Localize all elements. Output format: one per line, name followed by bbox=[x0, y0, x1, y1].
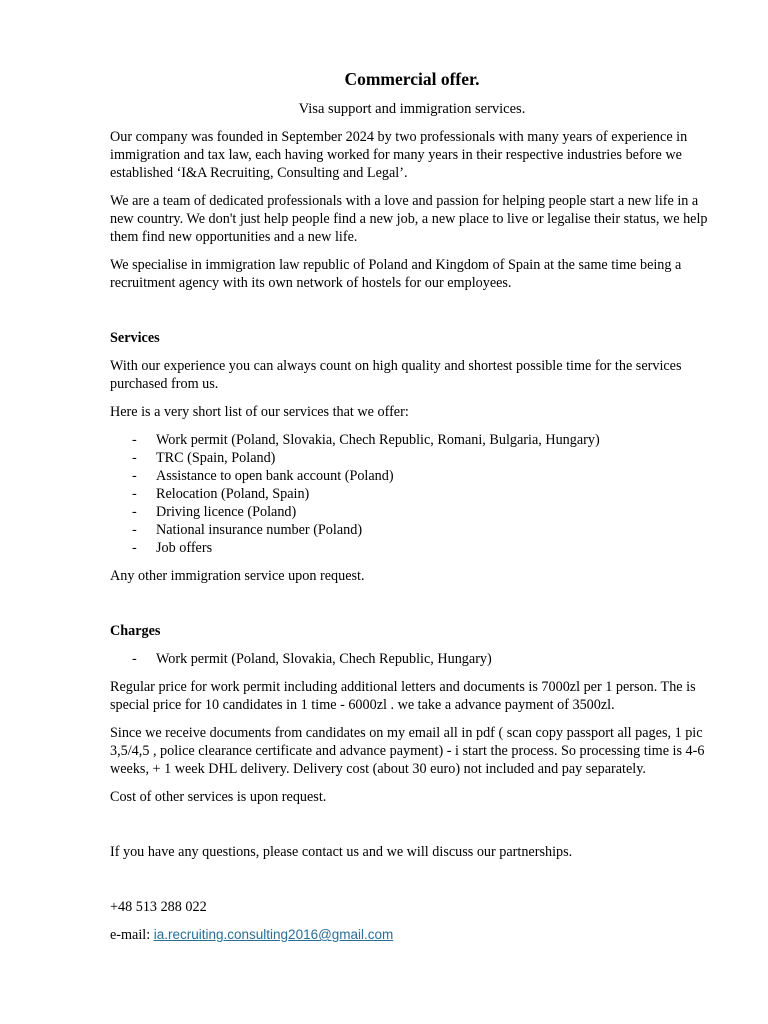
intro-paragraph: Our company was founded in September 2024 by two professionals with many years of experience in immigration and tax law, each having worked for many years in their respective industries before we established ‘I&A Recruiting, Consulting and Legal’. bbox=[110, 129, 688, 181]
list-item-text: Job offers bbox=[156, 540, 213, 556]
services-footer: Any other immigration service upon request. bbox=[110, 568, 365, 584]
contact-phone: +48 513 288 022 bbox=[110, 899, 207, 915]
list-dash: - bbox=[132, 468, 137, 484]
charges-list bbox=[110, 650, 714, 668]
document-subtitle: Visa support and immigration services. bbox=[298, 101, 526, 117]
intro-paragraph: We specialise in immigration law republic of Poland and Kingdom of Spain at the same time being a recruitment agency with its own network of hostels for our employees. bbox=[110, 257, 682, 291]
document-body bbox=[110, 68, 714, 944]
list-item-text: Work permit (Poland, Slovakia, Chech Republic, Hungary) bbox=[156, 651, 492, 667]
charges-paragraph: Cost of other services is upon request. bbox=[110, 789, 327, 805]
list-item bbox=[110, 539, 714, 557]
list-dash: - bbox=[132, 450, 137, 466]
list-item bbox=[110, 431, 714, 449]
services-list bbox=[110, 431, 714, 557]
services-list-intro: Here is a very short list of our services that we offer: bbox=[110, 404, 409, 420]
list-item-text: Assistance to open bank account (Poland) bbox=[156, 468, 394, 484]
list-dash: - bbox=[132, 504, 137, 520]
contact-email-line bbox=[110, 926, 714, 944]
charges-paragraph: Since we receive documents from candidates on my email all in pdf ( scan copy passport all pages, 1 pic 3,5/4,5 , police clearance certificate and advance payment) - i start the process. So processing time is 4-6 weeks, + 1 week DHL delivery. Delivery cost (about 30 euro) not included and pay separately. bbox=[110, 725, 705, 777]
list-dash: - bbox=[132, 522, 137, 538]
list-item bbox=[110, 521, 714, 539]
charges-paragraph: Regular price for work permit including additional letters and documents is 7000zl per 1 person. The is special price for 10 candidates in 1 time - 6000zl . we take a advance payment of 3500zl. bbox=[110, 679, 696, 713]
list-item bbox=[110, 449, 714, 467]
closing-paragraph: If you have any questions, please contact us and we will discuss our partnerships. bbox=[110, 844, 573, 860]
services-paragraph: With our experience you can always count on high quality and shortest possible time for the services purchased from us. bbox=[110, 358, 682, 392]
document-title: Commercial offer. bbox=[344, 69, 480, 89]
charges-heading: Charges bbox=[110, 623, 161, 639]
email-link[interactable]: ia.recruiting.consulting2016@gmail.com bbox=[153, 927, 394, 942]
list-item bbox=[110, 485, 714, 503]
list-dash: - bbox=[132, 540, 137, 556]
intro-paragraph: We are a team of dedicated professionals with a love and passion for helping people start a new life in a new country. We don't just help people find a new job, a new place to live or legalise their status, we help them find new opportunities and a new life. bbox=[110, 193, 708, 245]
list-item bbox=[110, 467, 714, 485]
email-label: e-mail: bbox=[110, 927, 154, 943]
list-item-text: Work permit (Poland, Slovakia, Chech Republic, Romani, Bulgaria, Hungary) bbox=[156, 432, 600, 448]
services-heading: Services bbox=[110, 330, 160, 346]
list-dash: - bbox=[132, 651, 137, 667]
list-item-text: National insurance number (Poland) bbox=[156, 522, 363, 538]
list-dash: - bbox=[132, 432, 137, 448]
list-item-text: Driving licence (Poland) bbox=[156, 504, 297, 520]
list-item-text: TRC (Spain, Poland) bbox=[156, 450, 276, 466]
list-item bbox=[110, 503, 714, 521]
list-item-text: Relocation (Poland, Spain) bbox=[156, 486, 310, 502]
list-dash: - bbox=[132, 486, 137, 502]
list-item bbox=[110, 650, 714, 668]
